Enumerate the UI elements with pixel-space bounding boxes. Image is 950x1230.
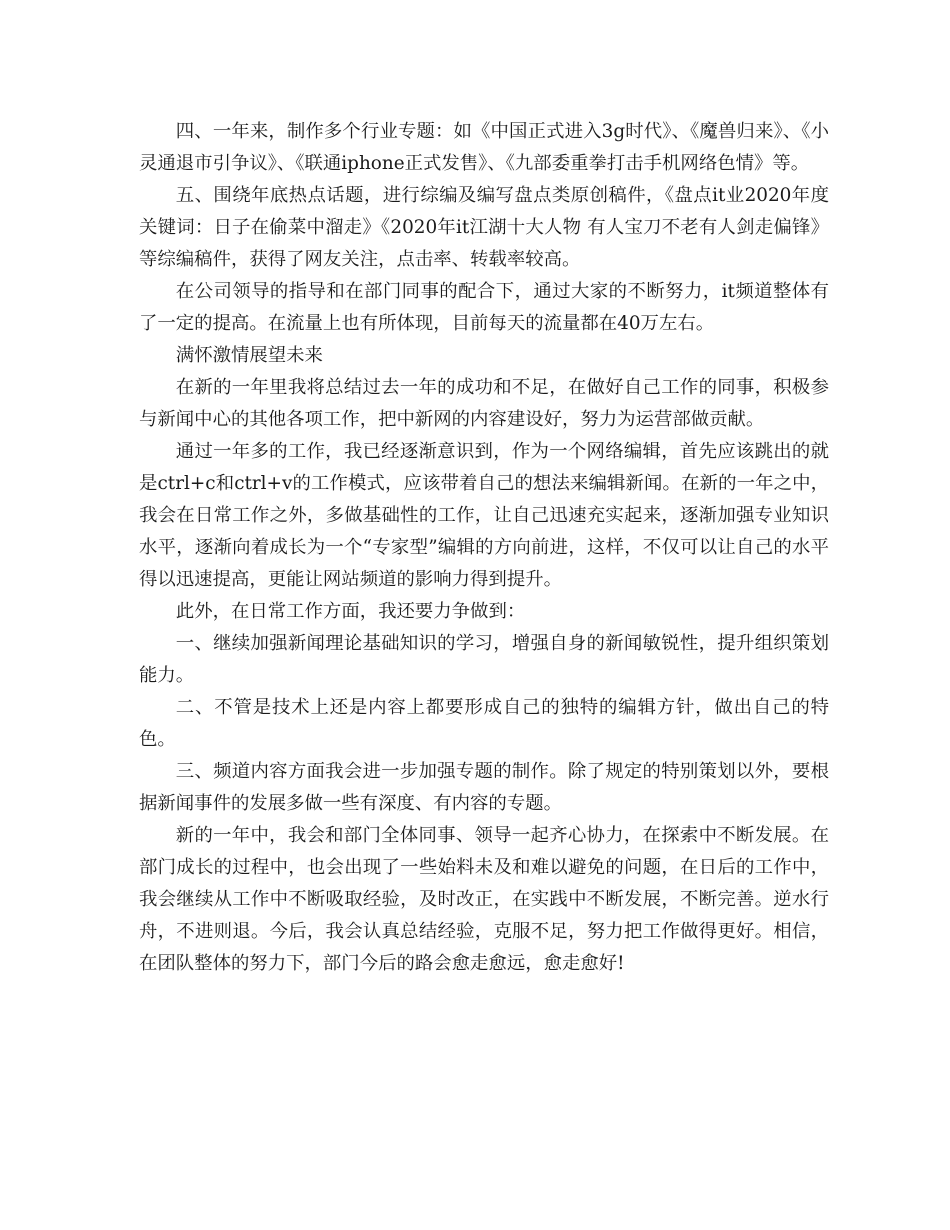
- paragraph-4: 在新的一年里我将总结过去一年的成功和不足，在做好自己工作的同事，积极参与新闻中心的其他各项工作，把中新网的内容建设好，努力为运营部做贡献。: [139, 377, 829, 430]
- list-item-2: 二、不管是技术上还是内容上都要形成自己的独特的编辑方针，做出自己的特色。: [139, 697, 829, 750]
- paragraph-5: 通过一年多的工作，我已经逐渐意识到，作为一个网络编辑，首先应该跳出的就是ctrl+c和ctrl+v的工作模式，应该带着自己的想法来编辑新闻。在新的一年之中，我会在日常工作之外，多做基础性的工作，让自己迅速充实起来，逐渐加强专业知识水平，逐渐向着成长为一个“专家型”编辑的方向前进，这样，不仅可以让自己的水平得以迅速提高，更能让网站频道的影响力得到提升。: [139, 441, 829, 590]
- paragraph-closing: 新的一年中，我会和部门全体同事、领导一起齐心协力，在探索中不断发展。在部门成长的过程中，也会出现了一些始料未及和难以避免的问题，在日后的工作中，我会继续从工作中不断吸取经验，及时改正，在实践中不断发展，不断完善。逆水行舟，不进则退。今后，我会认真总结经验，克服不足，努力把工作做得更好。相信，在团队整体的努力下，部门今后的路会愈走愈远，愈走愈好!: [139, 825, 829, 974]
- document-body: [139, 116, 829, 980]
- paragraph-2: 五、围绕年底热点话题，进行综编及编写盘点类原创稿件，《盘点it业2020年度关键词：日子在偷菜中溜走》《2020年it江湖十大人物 有人宝刀不老有人剑走偏锋》等综编稿件，获得了网友关注，点击率、转载率较高。: [139, 185, 829, 270]
- paragraph-6: 此外，在日常工作方面，我还要力争做到：: [175, 601, 526, 622]
- list-item-3: 三、频道内容方面我会进一步加强专题的制作。除了规定的特别策划以外，要根据新闻事件的发展多做一些有深度、有内容的专题。: [139, 761, 829, 814]
- paragraph-3: 在公司领导的指导和在部门同事的配合下，通过大家的不断努力，it频道整体有了一定的提高。在流量上也有所体现，目前每天的流量都在40万左右。: [139, 281, 829, 334]
- section-heading: 满怀激情展望未来: [175, 345, 323, 366]
- paragraph-1: 四、一年来，制作多个行业专题：如《中国正式进入3g时代》、《魔兽归来》、《小灵通退市引争议》、《联通iphone正式发售》、《九部委重拳打击手机网络色情》等。: [139, 121, 829, 174]
- list-item-1: 一、继续加强新闻理论基础知识的学习，增强自身的新闻敏锐性，提升组织策划能力。: [139, 633, 829, 686]
